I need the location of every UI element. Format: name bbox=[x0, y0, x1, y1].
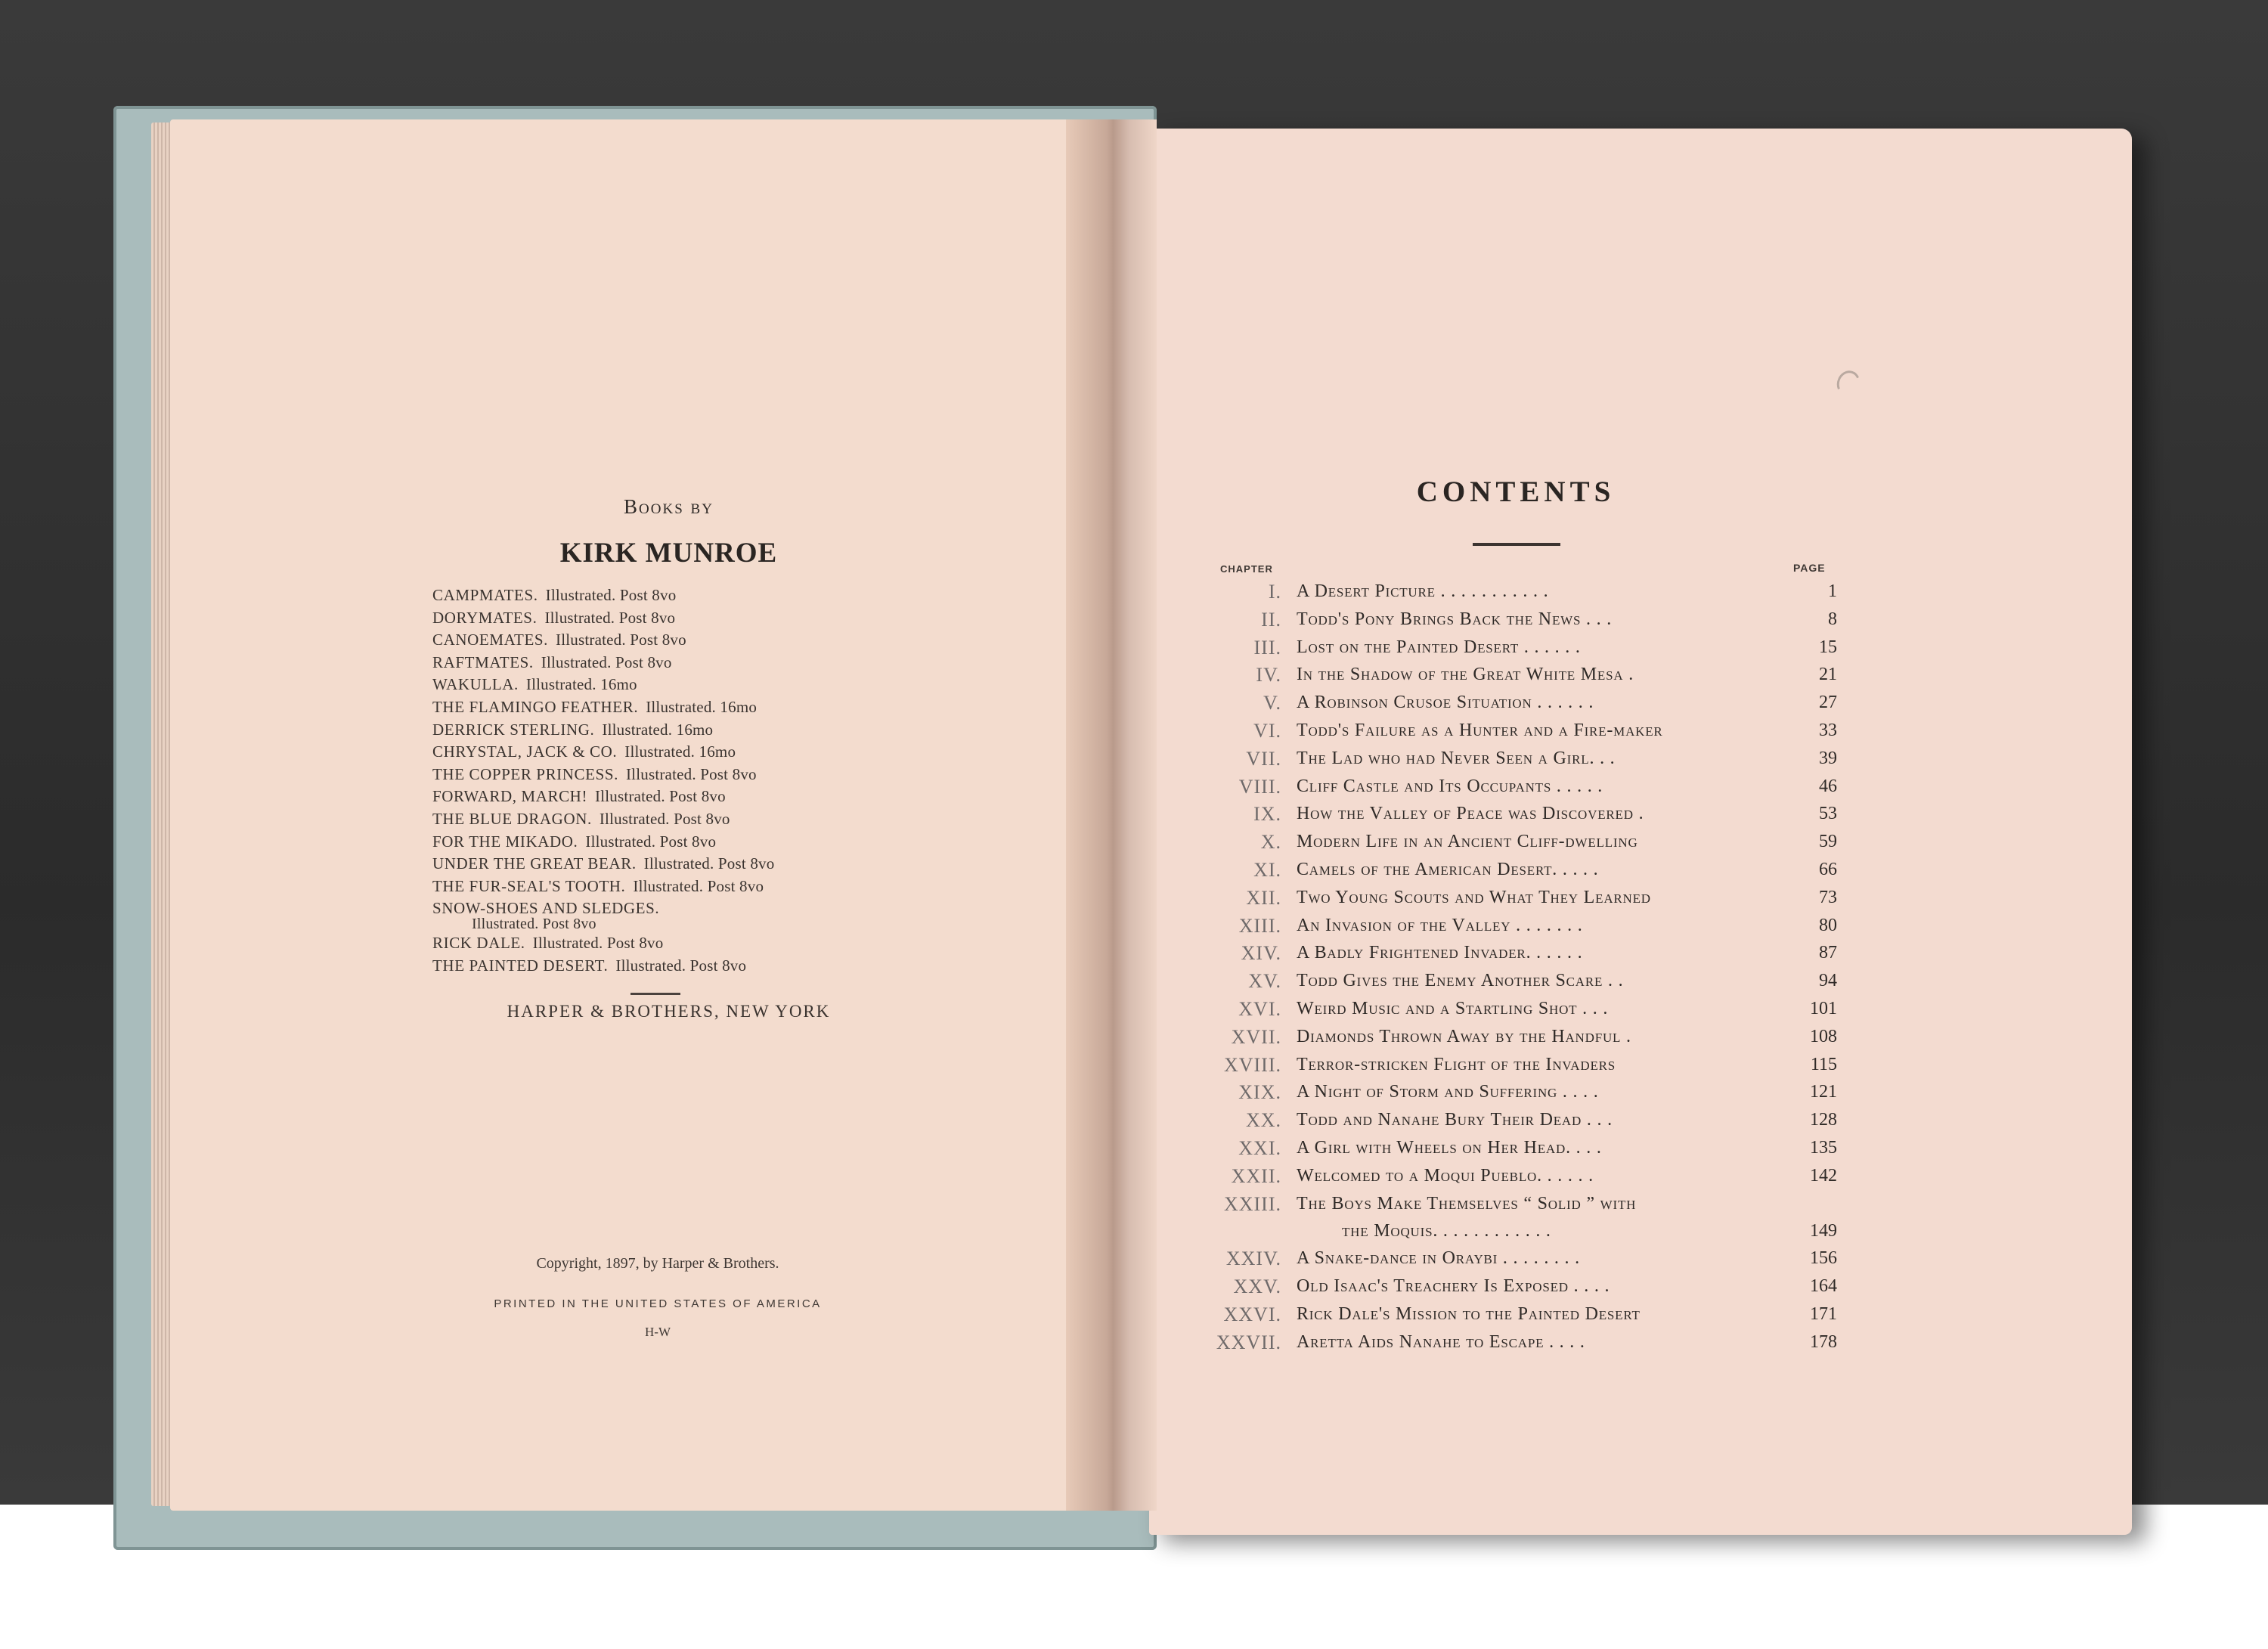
chapter-number: XIX. bbox=[1238, 1081, 1281, 1104]
chapter-number: XII. bbox=[1246, 886, 1281, 909]
author-name: KIRK MUNROE bbox=[559, 538, 778, 569]
chapter-title: A Desert Picture . . . . . . . . . . . bbox=[1297, 581, 1549, 601]
book-details: Illustrated. Post 8vo bbox=[556, 631, 686, 649]
publisher-line: HARPER & BROTHERS, NEW YORK bbox=[507, 1002, 831, 1021]
book-title: CANOEMATES. bbox=[432, 631, 549, 649]
toc-row bbox=[1202, 884, 1837, 912]
book-details: Illustrated. Post 8vo bbox=[472, 915, 596, 932]
chapter-title: The Boys Make Themselves “ Solid ” with bbox=[1297, 1193, 1637, 1214]
book-gutter bbox=[1066, 119, 1157, 1511]
chapter-page-number: 39 bbox=[1819, 748, 1837, 768]
chapter-title: A Night of Storm and Suffering . . . . bbox=[1297, 1082, 1599, 1102]
publisher-rule bbox=[631, 993, 680, 995]
book-details: Illustrated. Post 8vo bbox=[545, 586, 677, 604]
book-details: Illustrated. Post 8vo bbox=[625, 764, 757, 783]
chapter-title: Todd's Failure as a Hunter and a Fire-maker bbox=[1297, 720, 1663, 740]
book-list-item bbox=[432, 764, 947, 786]
chapter-title: Todd and Nanahe Bury Their Dead . . . bbox=[1297, 1110, 1613, 1130]
book-details: Illustrated. Post 8vo bbox=[615, 956, 747, 975]
toc-row bbox=[1202, 717, 1837, 745]
chapter-title: An Invasion of the Valley . . . . . . . bbox=[1297, 915, 1583, 935]
chapter-page-number: 59 bbox=[1819, 832, 1837, 852]
book-title: CHRYSTAL, JACK & CO. bbox=[432, 742, 618, 761]
chapter-number: VIII. bbox=[1238, 775, 1281, 798]
toc-row bbox=[1202, 1134, 1837, 1162]
book-details: Illustrated. 16mo bbox=[525, 675, 637, 694]
toc-row bbox=[1202, 689, 1837, 717]
book-list-item bbox=[432, 696, 947, 719]
toc-row bbox=[1202, 1300, 1837, 1328]
toc-row bbox=[1202, 634, 1837, 662]
chapter-title: Cliff Castle and Its Occupants . . . . . bbox=[1297, 776, 1603, 796]
toc-row bbox=[1202, 773, 1837, 801]
book-details: Illustrated. 16mo bbox=[646, 697, 758, 716]
chapter-number: XIV. bbox=[1241, 942, 1281, 965]
book-details: Illustrated. Post 8vo bbox=[532, 933, 664, 952]
chapter-number: VI. bbox=[1253, 719, 1281, 742]
book-list-item bbox=[432, 876, 947, 898]
book-list-item bbox=[432, 786, 947, 808]
chapter-number: V. bbox=[1263, 692, 1281, 714]
book-list-item bbox=[432, 584, 947, 607]
chapter-title: Todd's Pony Brings Back the News . . . bbox=[1297, 609, 1613, 629]
chapter-title: Weird Music and a Startling Shot . . . bbox=[1297, 998, 1609, 1018]
page-column-header: PAGE bbox=[1793, 562, 1826, 574]
chapter-number: XXI. bbox=[1238, 1136, 1281, 1159]
table-of-contents bbox=[1202, 578, 1837, 1356]
toc-row bbox=[1202, 967, 1837, 995]
chapter-page-number: 135 bbox=[1810, 1137, 1837, 1158]
chapter-page-number: 128 bbox=[1810, 1110, 1837, 1130]
book-details: Illustrated. Post 8vo bbox=[633, 876, 764, 895]
book-list-item bbox=[432, 955, 947, 978]
chapter-number: III. bbox=[1253, 636, 1281, 659]
book-title: FOR THE MIKADO. bbox=[432, 832, 578, 851]
chapter-page-number: 66 bbox=[1819, 859, 1837, 879]
book-list-item bbox=[432, 932, 947, 955]
book-list-item bbox=[432, 853, 947, 876]
chapter-title: A Badly Frightened Invader. . . . . . bbox=[1297, 943, 1583, 963]
book-details: Illustrated. Post 8vo bbox=[599, 809, 730, 828]
book-title: UNDER THE GREAT BEAR. bbox=[432, 854, 637, 873]
chapter-title: Two Young Scouts and What They Learned bbox=[1297, 887, 1651, 907]
toc-row bbox=[1202, 1023, 1837, 1051]
chapter-number: XIII. bbox=[1238, 914, 1281, 937]
toc-row bbox=[1202, 1078, 1837, 1106]
chapter-page-number: 101 bbox=[1810, 998, 1837, 1018]
chapter-number: XXV. bbox=[1233, 1275, 1281, 1298]
toc-row bbox=[1202, 1328, 1837, 1356]
book-details: Illustrated. Post 8vo bbox=[541, 652, 672, 671]
toc-row bbox=[1202, 939, 1837, 967]
chapter-page-number: 149 bbox=[1810, 1221, 1837, 1241]
chapter-column-header: CHAPTER bbox=[1220, 563, 1273, 575]
chapter-page-number: 21 bbox=[1819, 665, 1837, 685]
chapter-number: XXIII. bbox=[1223, 1192, 1281, 1215]
toc-row bbox=[1202, 912, 1837, 940]
book-list-item bbox=[432, 652, 947, 674]
chapter-page-number: 46 bbox=[1819, 776, 1837, 796]
chapter-page-number: 8 bbox=[1828, 609, 1837, 629]
chapter-page-number: 178 bbox=[1810, 1331, 1837, 1352]
chapter-title: Todd Gives the Enemy Another Scare . . bbox=[1297, 971, 1624, 991]
book-title: WAKULLA. bbox=[432, 675, 519, 694]
chapter-page-number: 1 bbox=[1828, 581, 1837, 601]
chapter-title: Camels of the American Desert. . . . . bbox=[1297, 859, 1599, 879]
chapter-number: XX. bbox=[1245, 1109, 1281, 1132]
chapter-title: Rick Dale's Mission to the Painted Desert bbox=[1297, 1303, 1641, 1324]
book-list bbox=[432, 584, 947, 977]
toc-row bbox=[1202, 1272, 1837, 1300]
chapter-title: Terror-stricken Flight of the Invaders bbox=[1297, 1054, 1616, 1074]
chapter-page-number: 80 bbox=[1819, 915, 1837, 935]
chapter-page-number: 156 bbox=[1810, 1248, 1837, 1269]
toc-row bbox=[1202, 1244, 1837, 1272]
chapter-number: XV. bbox=[1248, 970, 1281, 993]
book-title: THE BLUE DRAGON. bbox=[432, 809, 592, 828]
toc-row bbox=[1202, 1051, 1837, 1079]
book-list-item bbox=[432, 831, 947, 854]
toc-row bbox=[1202, 661, 1837, 689]
chapter-number: XXVI. bbox=[1223, 1303, 1281, 1325]
chapter-title: Lost on the Painted Desert . . . . . . bbox=[1297, 637, 1581, 657]
chapter-number: XVI. bbox=[1238, 997, 1281, 1020]
book-list-item bbox=[432, 629, 947, 652]
toc-row bbox=[1202, 1217, 1837, 1244]
chapter-page-number: 33 bbox=[1819, 720, 1837, 740]
book-list-item bbox=[432, 719, 947, 742]
book-list-item bbox=[432, 916, 947, 932]
chapter-title: Aretta Aids Nanahe to Escape . . . . bbox=[1297, 1331, 1585, 1352]
chapter-number: XXII. bbox=[1231, 1164, 1281, 1187]
book-title: THE FLAMINGO FEATHER. bbox=[432, 697, 639, 716]
toc-row bbox=[1202, 800, 1837, 828]
printed-in-line: PRINTED IN THE UNITED STATES OF AMERICA bbox=[494, 1297, 822, 1310]
chapter-page-number: 87 bbox=[1819, 943, 1837, 963]
chapter-title: How the Valley of Peace was Discovered . bbox=[1297, 804, 1644, 824]
book-details: Illustrated. Post 8vo bbox=[544, 608, 676, 627]
toc-row bbox=[1202, 1190, 1837, 1218]
chapter-number: IV. bbox=[1256, 664, 1281, 687]
chapter-number: XVIII. bbox=[1223, 1053, 1281, 1076]
chapter-title: Diamonds Thrown Away by the Handful . bbox=[1297, 1026, 1631, 1046]
book-details: Illustrated. 16mo bbox=[624, 742, 736, 761]
book-details: Illustrated. Post 8vo bbox=[643, 854, 775, 873]
chapter-page-number: 121 bbox=[1810, 1082, 1837, 1102]
book-list-item bbox=[432, 741, 947, 764]
chapter-page-number: 53 bbox=[1819, 804, 1837, 824]
chapter-page-number: 27 bbox=[1819, 693, 1837, 713]
toc-row bbox=[1202, 578, 1837, 606]
chapter-title: In the Shadow of the Great White Mesa . bbox=[1297, 665, 1634, 685]
chapter-page-number: 115 bbox=[1810, 1054, 1837, 1074]
book-list-item bbox=[432, 674, 947, 696]
copyright-line: Copyright, 1897, by Harper & Brothers. bbox=[536, 1255, 779, 1272]
book-title: RAFTMATES. bbox=[432, 652, 534, 671]
chapter-title: the Moquis. . . . . . . . . . . . bbox=[1342, 1221, 1551, 1241]
chapter-title: Modern Life in an Ancient Cliff-dwelling bbox=[1297, 832, 1638, 852]
toc-row bbox=[1202, 995, 1837, 1023]
chapter-page-number: 108 bbox=[1810, 1026, 1837, 1046]
book-title: FORWARD, MARCH! bbox=[432, 787, 588, 806]
chapter-title: A Girl with Wheels on Her Head. . . . bbox=[1297, 1137, 1602, 1158]
book-list-item bbox=[432, 808, 947, 831]
chapter-number: XXVII. bbox=[1216, 1331, 1281, 1353]
chapter-number: X. bbox=[1260, 831, 1281, 854]
toc-row bbox=[1202, 828, 1837, 856]
toc-row bbox=[1202, 1106, 1837, 1134]
contents-title: CONTENTS bbox=[1416, 476, 1616, 508]
chapter-page-number: 73 bbox=[1819, 887, 1837, 907]
book-details: Illustrated. Post 8vo bbox=[585, 832, 717, 851]
chapter-page-number: 94 bbox=[1819, 971, 1837, 991]
chapter-number: IX. bbox=[1253, 803, 1281, 826]
book-title: THE COPPER PRINCESS. bbox=[432, 764, 618, 783]
chapter-number: XXIV. bbox=[1225, 1248, 1281, 1270]
chapter-number: XVII. bbox=[1231, 1025, 1281, 1048]
chapter-title: The Lad who had Never Seen a Girl. . . bbox=[1297, 748, 1616, 768]
book-title: DORYMATES. bbox=[432, 608, 538, 627]
book-title: DERRICK STERLING. bbox=[432, 720, 595, 739]
contents-rule bbox=[1473, 543, 1560, 546]
chapter-number: VII. bbox=[1246, 747, 1281, 770]
chapter-title: Welcomed to a Moqui Pueblo. . . . . . bbox=[1297, 1165, 1594, 1186]
toc-row bbox=[1202, 745, 1837, 773]
chapter-page-number: 171 bbox=[1810, 1303, 1837, 1324]
chapter-page-number: 15 bbox=[1819, 637, 1837, 657]
book-title: THE FUR-SEAL'S TOOTH. bbox=[432, 876, 626, 895]
books-by-heading: Books by bbox=[624, 495, 714, 518]
chapter-number: I. bbox=[1268, 581, 1281, 603]
chapter-title: Old Isaac's Treachery Is Exposed . . . . bbox=[1297, 1276, 1610, 1297]
chapter-number: XI. bbox=[1253, 858, 1281, 881]
chapter-number: II. bbox=[1261, 608, 1281, 631]
chapter-title: A Snake-dance in Oraybi . . . . . . . . bbox=[1297, 1248, 1580, 1269]
book-title: SNOW-SHOES AND SLEDGES. bbox=[432, 899, 660, 918]
toc-row bbox=[1202, 856, 1837, 884]
book-details: Illustrated. Post 8vo bbox=[595, 787, 726, 806]
book-list-item bbox=[432, 607, 947, 630]
printer-code: H-W bbox=[645, 1325, 671, 1339]
chapter-title: A Robinson Crusoe Situation . . . . . . bbox=[1297, 693, 1594, 713]
book-title: RICK DALE. bbox=[432, 933, 525, 952]
chapter-page-number: 164 bbox=[1810, 1276, 1837, 1297]
toc-row bbox=[1202, 606, 1837, 634]
book-details: Illustrated. 16mo bbox=[602, 720, 714, 739]
chapter-page-number: 142 bbox=[1810, 1165, 1837, 1186]
book-title: CAMPMATES. bbox=[432, 586, 538, 604]
toc-row bbox=[1202, 1162, 1837, 1190]
book-title: THE PAINTED DESERT. bbox=[432, 956, 609, 975]
